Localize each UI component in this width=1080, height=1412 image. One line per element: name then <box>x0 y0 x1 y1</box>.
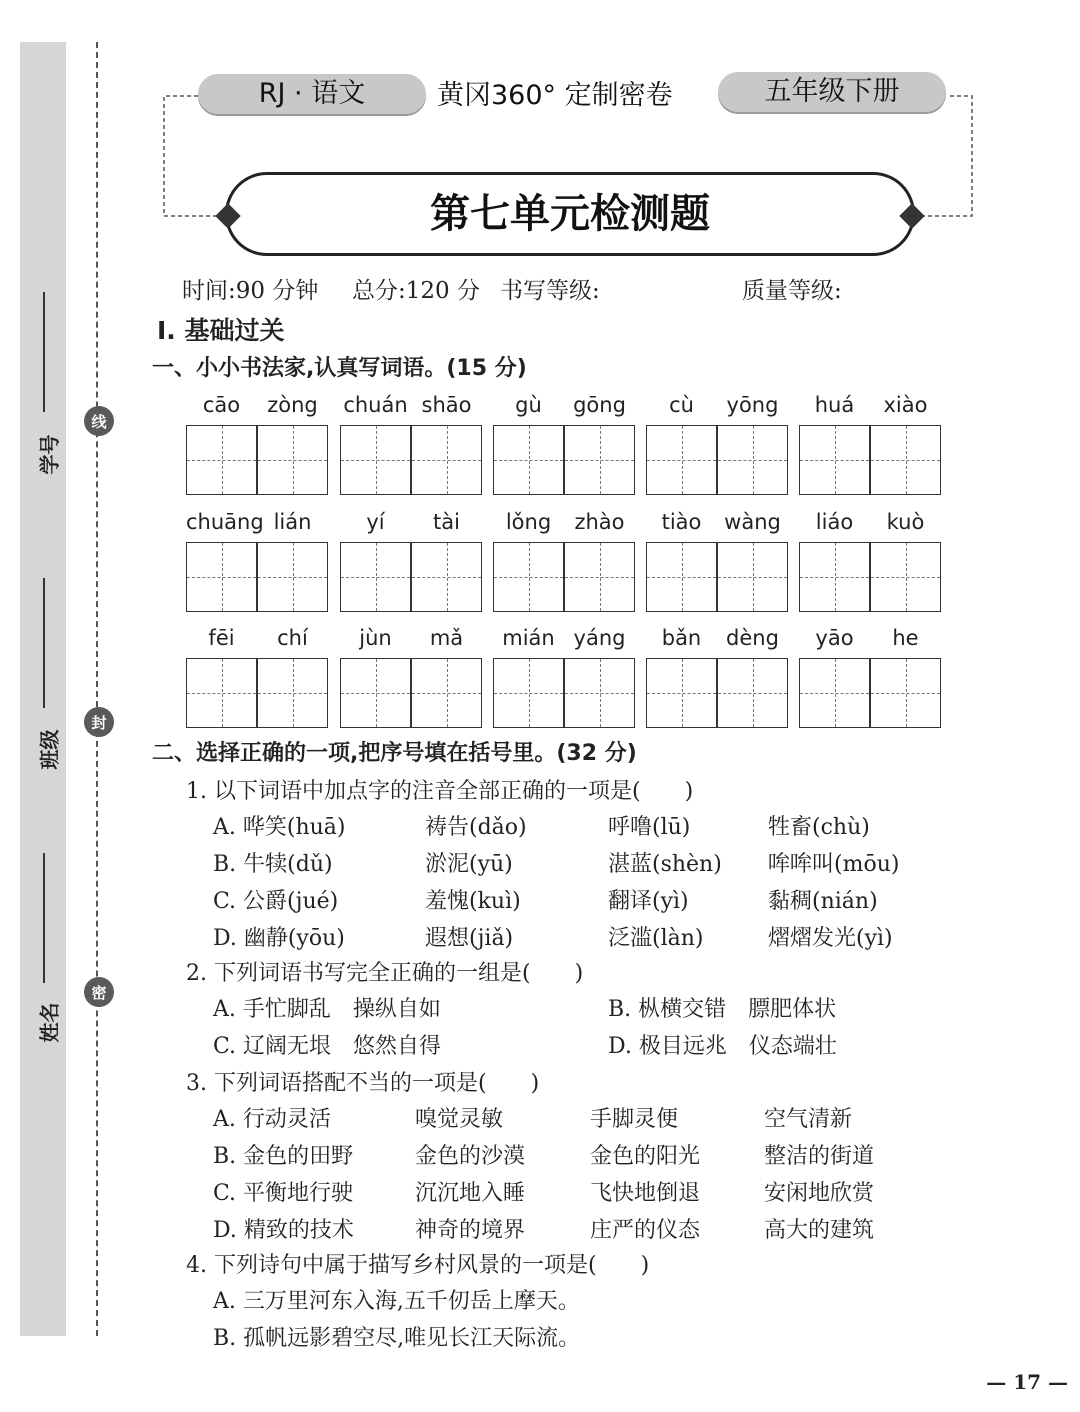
writing-cell[interactable] <box>564 658 635 728</box>
q1-option-item: 淤泥(yū) <box>425 852 513 877</box>
writing-cell[interactable] <box>646 542 717 612</box>
q1-option-item: A. 哗笑(huā) <box>213 815 346 840</box>
q3-option-item: 手脚灵便 <box>590 1107 679 1132</box>
writing-cell[interactable] <box>186 658 257 728</box>
q1-option-item: B. 牛犊(dǔ) <box>213 852 333 877</box>
writing-cell[interactable] <box>564 425 635 495</box>
writing-cell[interactable] <box>646 658 717 728</box>
writing-cell[interactable] <box>411 658 482 728</box>
q3-option-item: D. 精致的技术 <box>213 1218 354 1243</box>
writing-grade: 书写等级: <box>500 278 600 304</box>
q1-option-item: C. 公爵(jué) <box>213 889 339 914</box>
pinyin-label: huá <box>814 393 855 417</box>
writing-cell[interactable] <box>186 542 257 612</box>
subject-pill: RJ · 语文 <box>198 74 426 114</box>
pinyin-label: chuāng <box>186 510 264 534</box>
pinyin-label: chí <box>277 626 308 650</box>
class-underline <box>43 578 45 708</box>
writing-cell[interactable] <box>717 658 788 728</box>
writing-cell[interactable] <box>870 542 941 612</box>
pinyin-label: cù <box>669 393 694 417</box>
writing-cell[interactable] <box>411 542 482 612</box>
q3-option-item: 高大的建筑 <box>764 1218 875 1243</box>
q3-option-item: 沉沉地入睡 <box>415 1181 526 1206</box>
writing-cell[interactable] <box>340 425 411 495</box>
q1-option-item: 牲畜(chù) <box>768 815 870 840</box>
writing-cell[interactable] <box>799 658 870 728</box>
writing-cell[interactable] <box>257 425 328 495</box>
student-id-label: 学号 <box>37 434 62 475</box>
pinyin-label: wàng <box>724 510 781 534</box>
page-title: 第七单元检测题 <box>430 190 710 237</box>
writing-cell[interactable] <box>717 542 788 612</box>
pinyin-label: tiào <box>661 510 702 534</box>
q3-option-item: 整洁的街道 <box>764 1144 875 1169</box>
q1-heading: 一、小小书法家,认真写词语。(15 分) <box>152 356 527 381</box>
pinyin-label: mǎ <box>429 626 464 650</box>
pinyin-label: kuò <box>886 510 925 534</box>
writing-cell[interactable] <box>717 425 788 495</box>
pinyin-label: chuán <box>343 393 408 417</box>
question-1: 1. 以下词语中加点字的注音全部正确的一项是( ) <box>186 779 694 804</box>
writing-cell[interactable] <box>340 658 411 728</box>
writing-cell[interactable] <box>186 425 257 495</box>
writing-cell[interactable] <box>257 542 328 612</box>
class-label: 班级 <box>37 729 62 770</box>
writing-cell[interactable] <box>646 425 717 495</box>
q1-option-item: 遐想(jiǎ) <box>425 926 514 951</box>
pinyin-label: cāo <box>202 393 241 417</box>
q3-option-item: 庄严的仪态 <box>590 1218 701 1243</box>
pinyin-label: zhào <box>574 510 625 534</box>
seal-xian: 线 <box>84 406 114 436</box>
question-4: 4. 下列诗句中属于描写乡村风景的一项是( ) <box>186 1253 650 1278</box>
q3-option-item: B. 金色的田野 <box>213 1144 354 1169</box>
time-info: 时间:90 分钟 <box>182 278 319 304</box>
q2-option-d: D. 极目远兆 仪态端壮 <box>608 1034 837 1059</box>
writing-cell[interactable] <box>493 658 564 728</box>
writing-cell[interactable] <box>799 542 870 612</box>
writing-cell[interactable] <box>870 425 941 495</box>
q3-option-item: 嗅觉灵敏 <box>415 1107 504 1132</box>
q1-option-item: D. 幽静(yōu) <box>213 926 345 951</box>
page-number: — 17 — <box>986 1370 1068 1394</box>
pinyin-label: lǒng <box>505 510 552 534</box>
writing-cell[interactable] <box>340 542 411 612</box>
pinyin-label: jùn <box>359 626 392 650</box>
q1-option-item: 熠熠发光(yì) <box>768 926 893 951</box>
writing-cell[interactable] <box>564 542 635 612</box>
q3-option-item: 安闲地欣赏 <box>764 1181 875 1206</box>
pinyin-label: tài <box>433 510 460 534</box>
pinyin-label: lián <box>273 510 312 534</box>
q1-option-item: 泛滥(làn) <box>608 926 704 951</box>
pinyin-label: bǎn <box>661 626 702 650</box>
score-info: 总分:120 分 <box>352 278 480 304</box>
q2-heading: 二、选择正确的一项,把序号填在括号里。(32 分) <box>152 741 637 766</box>
name-label: 姓名 <box>37 1002 62 1043</box>
cut-line <box>96 42 98 1336</box>
pinyin-label: zòng <box>267 393 318 417</box>
student-id-underline <box>43 292 45 412</box>
q2-option-c: C. 辽阔无垠 悠然自得 <box>213 1034 442 1059</box>
question-3: 3. 下列词语搭配不当的一项是( ) <box>186 1071 540 1096</box>
pinyin-label: yí <box>366 510 385 534</box>
q4-option-b: B. 孤帆远影碧空尽,唯见长江天际流。 <box>213 1326 581 1351</box>
pinyin-label: xiào <box>883 393 928 417</box>
q3-option-item: 神奇的境界 <box>415 1218 526 1243</box>
q3-option-item: 金色的沙漠 <box>415 1144 526 1169</box>
q2-option-b: B. 枞横交错 膘肥体状 <box>608 997 837 1022</box>
q2-option-a: A. 手忙脚乱 操纵自如 <box>213 997 441 1022</box>
pinyin-label: dèng <box>726 626 779 650</box>
section-heading: Ⅰ. 基础过关 <box>157 316 285 345</box>
writing-cell[interactable] <box>257 658 328 728</box>
writing-cell[interactable] <box>411 425 482 495</box>
q1-option-item: 哞哞叫(mōu) <box>768 852 900 877</box>
seal-mi: 密 <box>84 977 114 1007</box>
quality-grade: 质量等级: <box>742 278 842 304</box>
q1-option-item: 羞愧(kuì) <box>425 889 521 914</box>
writing-cell[interactable] <box>799 425 870 495</box>
pinyin-label: yōng <box>726 393 779 417</box>
pinyin-label: yāo <box>815 626 854 650</box>
q3-option-item: 金色的阳光 <box>590 1144 701 1169</box>
q1-option-item: 湛蓝(shèn) <box>608 852 722 877</box>
pinyin-label: gù <box>515 393 542 417</box>
pinyin-label: gōng <box>573 393 626 417</box>
grade-pill: 五年级下册 <box>718 72 946 112</box>
seal-feng: 封 <box>84 707 114 737</box>
question-2: 2. 下列词语书写完全正确的一组是( ) <box>186 961 584 986</box>
q1-option-item: 呼噜(lū) <box>608 815 691 840</box>
writing-cell[interactable] <box>493 425 564 495</box>
name-underline <box>43 853 45 983</box>
pinyin-label: liáo <box>815 510 854 534</box>
q1-option-item: 黏稠(nián) <box>768 889 878 914</box>
writing-cell[interactable] <box>493 542 564 612</box>
pinyin-label: he <box>892 626 919 650</box>
q3-option-item: C. 平衡地行驶 <box>213 1181 354 1206</box>
pinyin-label: mián <box>502 626 555 650</box>
pinyin-label: yáng <box>573 626 626 650</box>
q1-option-item: 翻译(yì) <box>608 889 689 914</box>
q4-option-a: A. 三万里河东入海,五千仞岳上摩天。 <box>213 1289 580 1314</box>
q1-option-item: 祷告(dǎo) <box>425 815 527 840</box>
q3-option-item: A. 行动灵活 <box>213 1107 331 1132</box>
writing-cell[interactable] <box>870 658 941 728</box>
series-title: 黄冈360° 定制密卷 <box>437 80 673 111</box>
pinyin-label: fēi <box>208 626 235 650</box>
q3-option-item: 飞快地倒退 <box>590 1181 701 1206</box>
q3-option-item: 空气清新 <box>764 1107 853 1132</box>
pinyin-label: shāo <box>421 393 472 417</box>
